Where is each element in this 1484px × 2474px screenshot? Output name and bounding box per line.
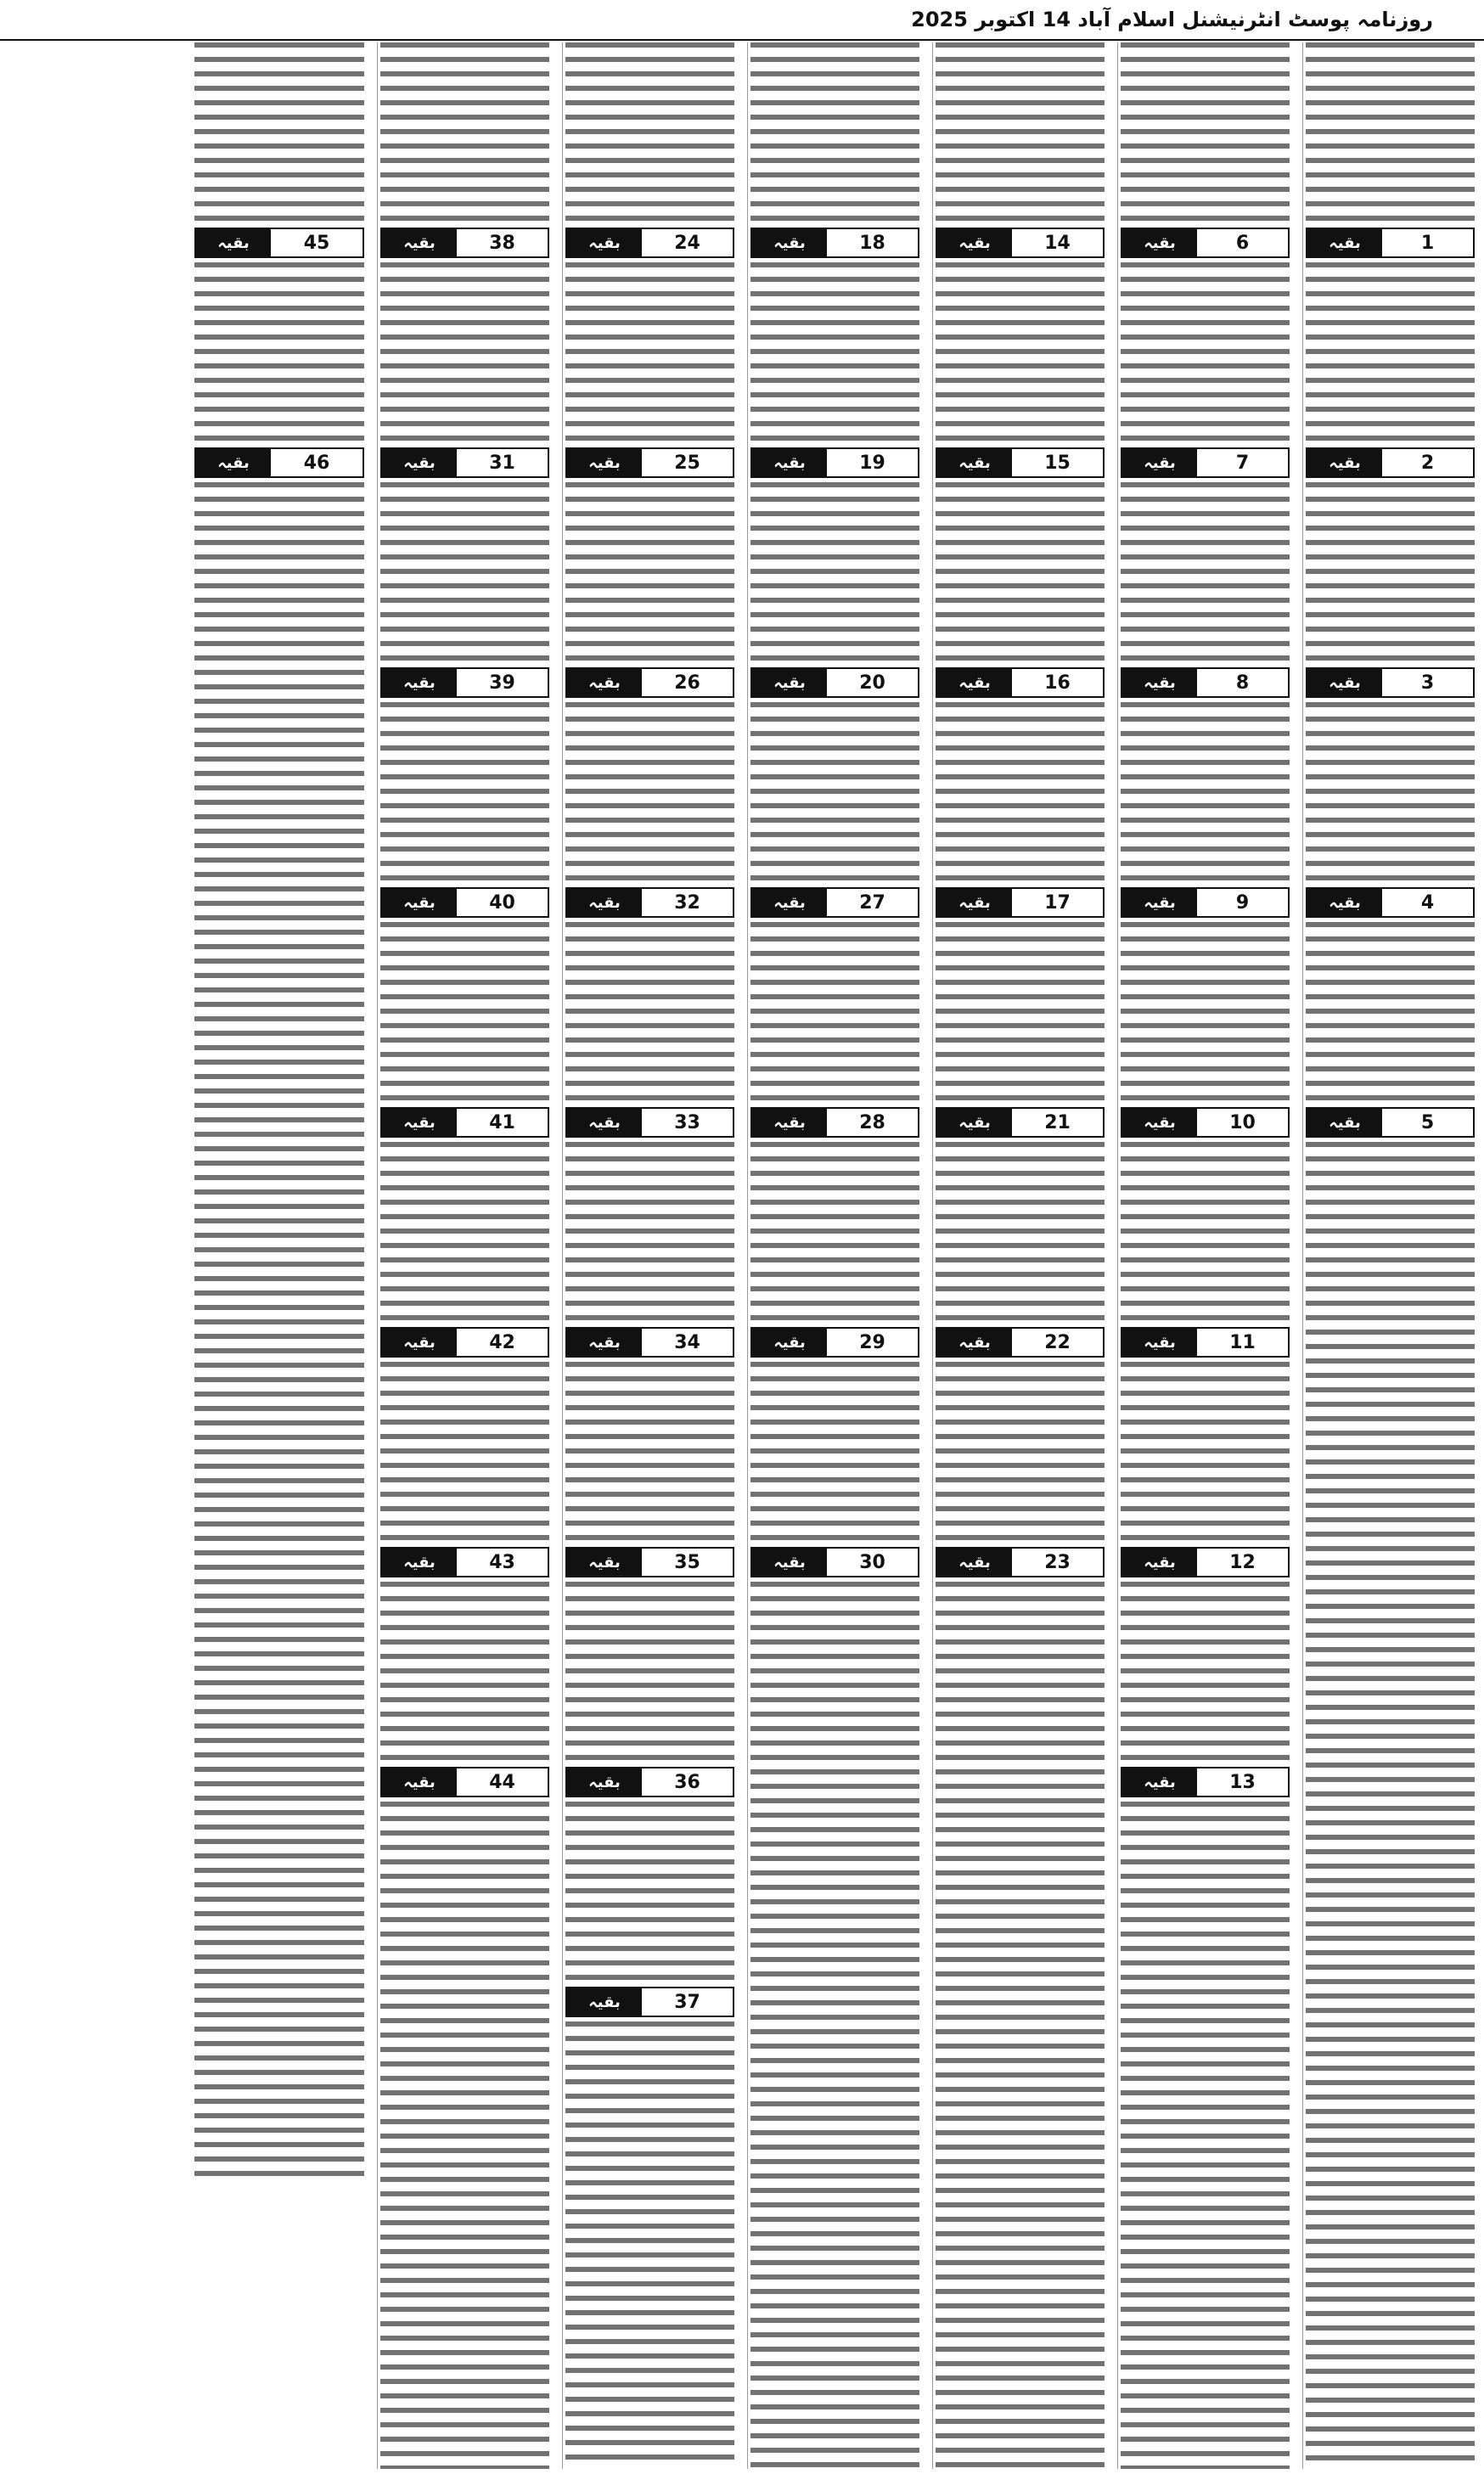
continuation-box (1306, 667, 1475, 698)
continuation-number: 45 (303, 232, 330, 254)
article-text-block (750, 1142, 919, 1320)
article-text-block (565, 1142, 734, 1320)
continuation-number: 1 (1420, 232, 1435, 254)
continuation-box (750, 1327, 919, 1358)
article-text-block (936, 702, 1105, 880)
article-text-block (380, 1362, 549, 1540)
continuation-label: بقیہ (1122, 889, 1197, 916)
article-text-block (750, 702, 919, 880)
continuation-number: 7 (1235, 452, 1250, 474)
continuation-box (565, 228, 734, 258)
continuation-label: بقیہ (937, 1549, 1012, 1576)
continuation-box (565, 1767, 734, 1797)
continuation-number: 20 (859, 672, 885, 694)
continuation-box (1306, 887, 1475, 918)
continuation-box (565, 1987, 734, 2017)
continuation-box (1121, 447, 1290, 478)
continuation-box (380, 667, 549, 698)
continuation-box (936, 447, 1105, 478)
continuation-label: بقیہ (937, 669, 1012, 696)
continuation-number: 44 (489, 1771, 515, 1793)
continuation-number: 24 (674, 232, 700, 254)
continuation-label: بقیہ (1122, 1329, 1197, 1356)
continuation-number: 22 (1044, 1331, 1071, 1353)
masthead-title: روزنامہ پوسٹ انٹرنیشنل اسلام آباد 14 اکتوبر 2025 (911, 8, 1433, 31)
continuation-box (1121, 1767, 1290, 1797)
continuation-number: 18 (859, 232, 885, 254)
continuation-box (1121, 1107, 1290, 1138)
article-text-block (750, 1362, 919, 1540)
continuation-box (1306, 447, 1475, 478)
continuation-label: بقیہ (196, 229, 271, 256)
continuation-label: بقیہ (1122, 449, 1197, 476)
continuation-box (750, 1547, 919, 1577)
article-text-block (936, 1142, 1105, 1320)
article-text-block (1121, 482, 1290, 661)
continuation-label: بقیہ (382, 1109, 457, 1136)
continuation-box (565, 1547, 734, 1577)
article-text-block (194, 42, 364, 221)
continuation-label: بقیہ (382, 1549, 457, 1576)
continuation-box (1121, 1327, 1290, 1358)
continuation-label: بقیہ (567, 1768, 642, 1796)
article-text-block (936, 1582, 1105, 2469)
article-text-block (565, 922, 734, 1100)
article-text-block (1306, 1142, 1475, 2469)
article-text-block (1306, 42, 1475, 221)
continuation-label: بقیہ (567, 889, 642, 916)
continuation-label: بقیہ (752, 1549, 827, 1576)
continuation-label: بقیہ (1307, 229, 1382, 256)
article-text-block (380, 1802, 549, 2469)
continuation-number: 40 (489, 891, 515, 914)
continuation-box (1121, 228, 1290, 258)
continuation-box (1306, 228, 1475, 258)
article-text-block (936, 42, 1105, 221)
continuation-number: 11 (1229, 1331, 1256, 1353)
continuation-number: 31 (489, 452, 515, 474)
continuation-box (565, 887, 734, 918)
continuation-number: 35 (674, 1551, 700, 1573)
continuation-number: 3 (1420, 672, 1435, 694)
continuation-box (380, 1767, 549, 1797)
continuation-number: 4 (1420, 891, 1435, 914)
continuation-label: بقیہ (1307, 449, 1382, 476)
article-text-block (194, 262, 364, 441)
article-text-block (1121, 262, 1290, 441)
continuation-number: 37 (674, 1991, 700, 2013)
continuation-number: 10 (1229, 1111, 1256, 1133)
continuation-box (1306, 1107, 1475, 1138)
continuation-label: بقیہ (937, 1329, 1012, 1356)
article-text-block (936, 922, 1105, 1100)
article-text-block (380, 702, 549, 880)
continuation-box (936, 1327, 1105, 1358)
continuation-label: بقیہ (752, 889, 827, 916)
article-text-block (1306, 922, 1475, 1100)
continuation-number: 13 (1229, 1771, 1256, 1793)
article-text-block (1121, 1362, 1290, 1540)
continuation-number: 25 (674, 452, 700, 474)
continuation-number: 43 (489, 1551, 515, 1573)
continuation-box (750, 447, 919, 478)
continuation-box (1121, 667, 1290, 698)
continuation-box (936, 667, 1105, 698)
continuation-number: 33 (674, 1111, 700, 1133)
article-text-block (1121, 1582, 1290, 1760)
continuation-number: 46 (303, 452, 330, 474)
continuation-label: بقیہ (382, 229, 457, 256)
article-text-block (194, 482, 364, 2180)
continuation-box (194, 228, 364, 258)
article-text-block (1121, 1142, 1290, 1320)
continuation-label: بقیہ (1122, 1109, 1197, 1136)
continuation-box (565, 1327, 734, 1358)
article-text-block (380, 1582, 549, 1760)
continuation-number: 41 (489, 1111, 515, 1133)
continuation-box (380, 1547, 549, 1577)
column-7 (192, 42, 367, 2469)
continuation-number: 16 (1044, 672, 1071, 694)
continuation-box (565, 667, 734, 698)
continuation-label: بقیہ (196, 449, 271, 476)
continuation-number: 21 (1044, 1111, 1071, 1133)
article-text-block (565, 482, 734, 661)
continuation-label: بقیہ (567, 1109, 642, 1136)
article-text-block (380, 922, 549, 1100)
continuation-number: 36 (674, 1771, 700, 1793)
continuation-label: بقیہ (1122, 1768, 1197, 1796)
continuation-box (380, 1107, 549, 1138)
continuation-label: بقیہ (567, 1549, 642, 1576)
article-text-block (380, 262, 549, 441)
article-text-block (1306, 482, 1475, 661)
article-text-block (565, 1802, 734, 1980)
article-text-block (380, 42, 549, 221)
article-text-block (380, 1142, 549, 1320)
article-text-block (565, 1362, 734, 1540)
continuation-label: بقیہ (1122, 1549, 1197, 1576)
continuation-label: بقیہ (937, 1109, 1012, 1136)
continuation-label: بقیہ (1122, 229, 1197, 256)
continuation-box (380, 228, 549, 258)
article-text-block (565, 42, 734, 221)
continuation-number: 42 (489, 1331, 515, 1353)
continuation-box (750, 667, 919, 698)
article-text-block (1121, 1802, 1290, 2469)
continuation-label: بقیہ (567, 1329, 642, 1356)
continuation-number: 26 (674, 672, 700, 694)
article-text-block (1121, 702, 1290, 880)
article-text-block (936, 482, 1105, 661)
continuation-label: بقیہ (567, 1988, 642, 2016)
article-text-block (750, 42, 919, 221)
column-3 (932, 42, 1107, 2469)
continuation-label: بقیہ (567, 669, 642, 696)
continuation-label: بقیہ (567, 449, 642, 476)
continuation-label: بقیہ (382, 1768, 457, 1796)
continuation-label: بقیہ (752, 449, 827, 476)
continuation-number: 34 (674, 1331, 700, 1353)
continuation-box (1121, 1547, 1290, 1577)
article-text-block (936, 262, 1105, 441)
continuation-number: 6 (1235, 232, 1250, 254)
article-text-block (936, 1362, 1105, 1540)
continuation-box (194, 447, 364, 478)
continuation-box (750, 1107, 919, 1138)
article-text-block (565, 2021, 734, 2469)
continuation-box (936, 228, 1105, 258)
continuation-number: 39 (489, 672, 515, 694)
continuation-label: بقیہ (752, 229, 827, 256)
continuation-number: 2 (1420, 452, 1435, 474)
column-5 (562, 42, 737, 2469)
continuation-label: بقیہ (752, 1109, 827, 1136)
continuation-box (750, 887, 919, 918)
continuation-number: 23 (1044, 1551, 1071, 1573)
continuation-number: 9 (1235, 891, 1250, 914)
article-text-block (565, 702, 734, 880)
continuation-number: 29 (859, 1331, 885, 1353)
continuation-label: بقیہ (567, 229, 642, 256)
continuation-label: بقیہ (382, 1329, 457, 1356)
continuation-number: 15 (1044, 452, 1071, 474)
continuation-label: بقیہ (1307, 1109, 1382, 1136)
article-text-block (1306, 702, 1475, 880)
column-6 (377, 42, 552, 2469)
article-text-block (565, 1582, 734, 1760)
continuation-box (380, 1327, 549, 1358)
continuation-box (1121, 887, 1290, 918)
continuation-label: بقیہ (382, 669, 457, 696)
article-text-block (750, 262, 919, 441)
column-4 (747, 42, 922, 2469)
article-text-block (1306, 262, 1475, 441)
continuation-number: 8 (1235, 672, 1250, 694)
continuation-label: بقیہ (752, 1329, 827, 1356)
continuation-number: 12 (1229, 1551, 1256, 1573)
article-text-block (1121, 922, 1290, 1100)
continuation-label: بقیہ (1307, 889, 1382, 916)
continuation-box (936, 887, 1105, 918)
continuation-number: 27 (859, 891, 885, 914)
continuation-box (750, 228, 919, 258)
continuation-number: 17 (1044, 891, 1071, 914)
article-text-block (750, 1582, 919, 2469)
continuation-label: بقیہ (937, 449, 1012, 476)
article-text-block (1121, 42, 1290, 221)
article-text-block (380, 482, 549, 661)
continuation-number: 38 (489, 232, 515, 254)
continuation-label: بقیہ (1307, 669, 1382, 696)
continuation-number: 30 (859, 1551, 885, 1573)
article-text-block (565, 262, 734, 441)
continuation-label: بقیہ (937, 889, 1012, 916)
continuation-label: بقیہ (382, 449, 457, 476)
continuation-number: 14 (1044, 232, 1071, 254)
continuation-number: 19 (859, 452, 885, 474)
continuation-number: 32 (674, 891, 700, 914)
continuation-box (936, 1547, 1105, 1577)
continuation-box (380, 447, 549, 478)
continuation-label: بقیہ (1122, 669, 1197, 696)
continuation-box (380, 887, 549, 918)
continuation-label: بقیہ (937, 229, 1012, 256)
continuation-label: بقیہ (752, 669, 827, 696)
article-text-block (750, 482, 919, 661)
column-2 (1117, 42, 1292, 2469)
continuation-number: 5 (1420, 1111, 1435, 1133)
continuation-box (936, 1107, 1105, 1138)
continuation-box (565, 447, 734, 478)
column-1 (1302, 42, 1477, 2469)
continuation-number: 28 (859, 1111, 885, 1133)
continuation-box (565, 1107, 734, 1138)
continuation-label: بقیہ (382, 889, 457, 916)
masthead (0, 0, 1484, 41)
article-text-block (750, 922, 919, 1100)
